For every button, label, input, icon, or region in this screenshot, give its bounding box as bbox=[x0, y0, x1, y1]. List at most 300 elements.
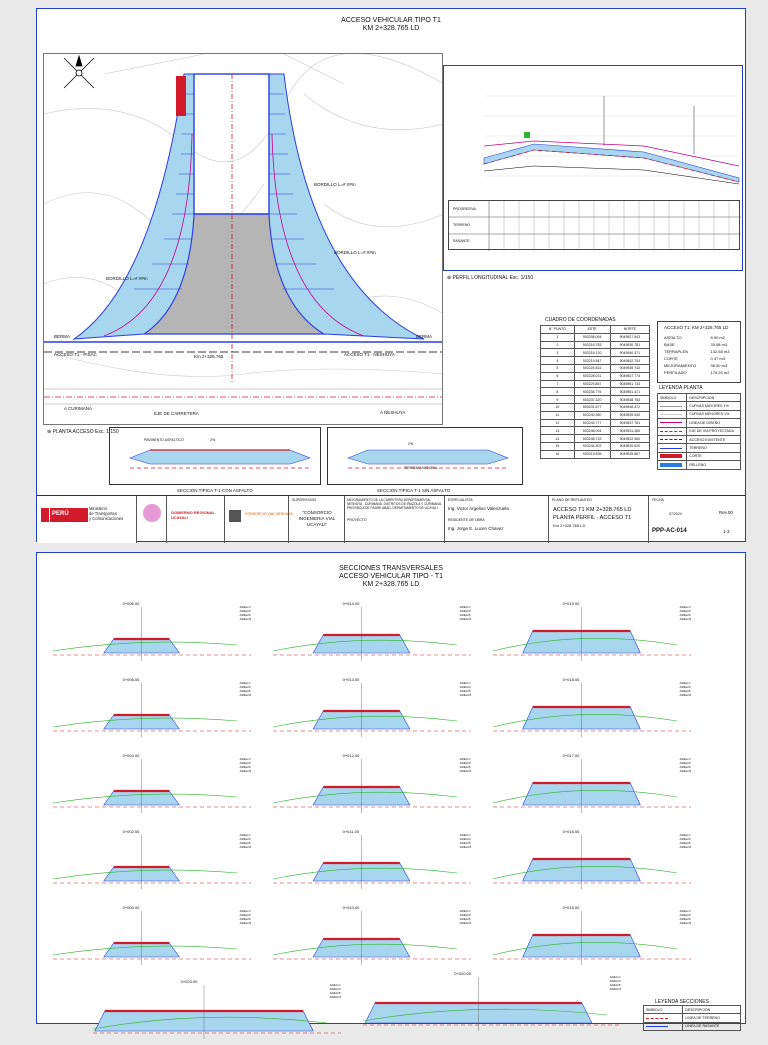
coords-cell: 503246.094 bbox=[574, 427, 610, 435]
quantity-row bbox=[662, 362, 738, 369]
sheet-subtitle: KM 2+328.765 LD bbox=[362, 25, 420, 32]
section-area-label: AREA R bbox=[239, 761, 251, 765]
section-area-label: AREA C bbox=[609, 975, 621, 979]
section-area-label: AREA C bbox=[239, 833, 251, 837]
coords-cell: 9049542.704 bbox=[610, 357, 649, 365]
quantity-row bbox=[662, 369, 738, 376]
section-area-label: AREA C bbox=[459, 681, 471, 685]
coords-table bbox=[540, 325, 650, 459]
section-drawing bbox=[267, 905, 477, 971]
section-area-label: AREA R bbox=[679, 761, 691, 765]
sections-km: KM 2+328.765 LD bbox=[362, 581, 420, 588]
coords-cell: 9049530.781 bbox=[610, 341, 649, 349]
ministry-name: Ministerio de Transportes y Comunicaciones bbox=[89, 506, 124, 521]
section-area-label: AREA C bbox=[679, 605, 691, 609]
drawing-sheet-sections bbox=[36, 552, 746, 1029]
legend-row bbox=[658, 461, 741, 469]
coords-row bbox=[541, 380, 650, 388]
section-station: 0+016.00 bbox=[562, 829, 580, 834]
coords-header: N° PUNTO bbox=[541, 326, 575, 334]
section-area-label: AREA M bbox=[239, 845, 251, 849]
legend-description: ACCESO EXISTENTE bbox=[687, 435, 741, 443]
legend-swatch bbox=[660, 454, 682, 458]
project-label: PROYECTO bbox=[347, 518, 367, 522]
section-area-label: AREA C bbox=[679, 833, 691, 837]
legend-row bbox=[658, 410, 741, 418]
plan-title-lines: ACCESO T1 KM 2+328.765 LD PLANTA PERFIL - ACCESO T1 Km 2+328.765 LD bbox=[553, 507, 632, 528]
coords-cell: 4 bbox=[541, 357, 575, 365]
quantity-row bbox=[662, 334, 738, 341]
coords-row bbox=[541, 357, 650, 365]
section-area-label: AREA M bbox=[329, 995, 341, 999]
label-to-neshuya: A NESHUYA bbox=[380, 410, 406, 415]
section-area-label: AREA R bbox=[609, 979, 621, 983]
section-drawing bbox=[47, 829, 257, 895]
legend-swatch bbox=[660, 448, 682, 449]
section-station: 0+017.00 bbox=[562, 753, 580, 758]
north-arrow-icon bbox=[64, 56, 94, 88]
cross-section bbox=[487, 905, 697, 971]
coords-row bbox=[541, 450, 650, 458]
drawing-sheet-plan bbox=[36, 8, 746, 542]
coords-cell: 503237.320 bbox=[574, 396, 610, 404]
section-area-label: AREA M bbox=[459, 693, 471, 697]
coords-cell: 9049548.753 bbox=[610, 396, 649, 404]
coords-row bbox=[541, 341, 650, 349]
label-berma-right: BERMA bbox=[416, 334, 433, 339]
section-area-label: AREA B bbox=[609, 983, 621, 987]
label-to-curimana: A CURIMANA bbox=[64, 406, 93, 411]
coords-row bbox=[541, 396, 650, 404]
coords-cell: 503228.031 bbox=[574, 372, 610, 380]
region-logo-1 bbox=[137, 496, 167, 543]
legend-symbol bbox=[658, 452, 687, 460]
coords-row bbox=[541, 364, 650, 372]
plan-view bbox=[43, 53, 443, 425]
spec-name: Ing. Victor Argelino Valenzuela bbox=[448, 506, 509, 511]
section-area-label: AREA C bbox=[679, 681, 691, 685]
coords-row bbox=[541, 442, 650, 450]
legend-row bbox=[658, 427, 741, 435]
profile-table bbox=[448, 200, 740, 250]
spec-label: ESPECIALISTA bbox=[448, 498, 473, 502]
label-acceso-km: Km 2+328.765 bbox=[194, 354, 224, 359]
cross-section bbox=[357, 971, 627, 1037]
revision: Rev.00 bbox=[719, 510, 733, 515]
section-drawing bbox=[47, 677, 257, 743]
section-area-label: AREA R bbox=[679, 837, 691, 841]
legend-row bbox=[658, 444, 741, 452]
supervision-name: "CONSORCIO INGENIERIA VIAL UCAYALI" bbox=[298, 510, 336, 527]
project-cell bbox=[345, 496, 445, 543]
coords-row bbox=[541, 388, 650, 396]
legend-row bbox=[658, 419, 741, 427]
section-area-label: AREA M bbox=[609, 987, 621, 991]
legend-planta-table bbox=[657, 393, 741, 470]
section-area-label: AREA M bbox=[679, 845, 691, 849]
supervision-label: SUPERVISION bbox=[292, 498, 316, 502]
section-station: 0+000.00 bbox=[122, 905, 140, 910]
section-area-label: AREA C bbox=[239, 909, 251, 913]
section-station: 0+014.00 bbox=[342, 601, 360, 606]
section-area-label: AREA B bbox=[239, 917, 251, 921]
section-area-label: AREA R bbox=[679, 609, 691, 613]
ts2-slope: 2% bbox=[408, 442, 414, 446]
coords-row bbox=[541, 419, 650, 427]
section-area-label: AREA R bbox=[459, 913, 471, 917]
section-area-label: AREA R bbox=[329, 987, 341, 991]
profile-table-grid bbox=[449, 201, 741, 251]
label-acceso-left: ACCESO T1 - PISAC bbox=[54, 352, 97, 357]
cross-section bbox=[87, 979, 347, 1045]
legend-planta-title: LEYENDA PLANTA bbox=[659, 385, 703, 391]
cross-section bbox=[487, 677, 697, 743]
quantity-value: 38.50 m3 bbox=[710, 363, 728, 368]
peru-badge: PERÚ bbox=[50, 508, 88, 522]
plan-title-cell bbox=[549, 496, 649, 543]
coords-row bbox=[541, 349, 650, 357]
section-area-label: AREA B bbox=[239, 765, 251, 769]
section-drawing bbox=[487, 677, 697, 743]
ts1-label-left: PAVIMENTO ASFALTICO bbox=[144, 438, 184, 442]
section-station: 0+006.00 bbox=[122, 677, 140, 682]
cross-section bbox=[267, 753, 477, 819]
coords-cell: 9049537.781 bbox=[610, 419, 649, 427]
section-area-label: AREA C bbox=[459, 757, 471, 761]
legend-description: TERRENO bbox=[687, 444, 741, 452]
legend-header-desc: DESCRIPCION bbox=[687, 394, 741, 402]
section-station: 0+002.00 bbox=[122, 829, 140, 834]
section-station: 0+020.00 bbox=[180, 979, 198, 984]
sheet-code: PPP-AC-014 bbox=[652, 528, 687, 534]
legend2-header-desc: DESCRIPCION bbox=[683, 1006, 741, 1014]
profile-row-terreno: TERRENO bbox=[453, 223, 471, 227]
section-area-label: AREA B bbox=[679, 917, 691, 921]
coords-cell: 9049547.774 bbox=[610, 372, 649, 380]
section-drawing bbox=[487, 753, 697, 819]
section-area-label: AREA R bbox=[459, 685, 471, 689]
section-area-label: AREA C bbox=[459, 605, 471, 609]
coords-cell: 12 bbox=[541, 419, 575, 427]
cross-section bbox=[47, 753, 257, 819]
staff-cell bbox=[445, 496, 549, 543]
section-drawing bbox=[487, 829, 697, 895]
legend2-row-rasante: LINEA DE RASANTE bbox=[644, 1022, 741, 1030]
sheet-page: 1-3 bbox=[723, 529, 730, 534]
cross-section bbox=[47, 905, 257, 971]
cross-section bbox=[487, 829, 697, 895]
section-area-label: AREA M bbox=[459, 617, 471, 621]
coords-row bbox=[541, 427, 650, 435]
coords-cell: 503240.350 bbox=[574, 411, 610, 419]
section-area-label: AREA B bbox=[459, 613, 471, 617]
coords-cell: 503216.120 bbox=[574, 349, 610, 357]
coords-cell: 503234.776 bbox=[574, 388, 610, 396]
quantity-value: 175.25 m2 bbox=[710, 370, 730, 375]
quantity-value: 8.90 m2 bbox=[710, 335, 725, 340]
section-area-label: AREA C bbox=[329, 983, 341, 987]
quantity-item: PERFILADO bbox=[664, 370, 687, 375]
legend-description: EJE DE VIA PROYECTADA bbox=[687, 427, 741, 435]
legend-description: LINEA DE DISEÑO bbox=[687, 419, 741, 427]
project-text: MEJORAMIENTO DE LA CARRETERA DEPARTAMENTAL NESHUYA - CURIMANÁ, DISTRITOS DE IRAZOLA Y CURIMANÁ, PROVINCIA DE PADRE ABAD, DEPARTAMENTO DE UCAYALI bbox=[347, 498, 442, 510]
cross-section bbox=[267, 905, 477, 971]
section-station: 0+012.00 bbox=[342, 753, 360, 758]
section-station: 0+020.00 bbox=[454, 971, 471, 976]
coords-cell: 9049546.472 bbox=[610, 403, 649, 411]
ts1-drawing bbox=[110, 428, 322, 486]
label-bordillo-2: BORDILLO L=#.##m bbox=[334, 250, 376, 255]
section-area-label: AREA B bbox=[679, 689, 691, 693]
section-drawing bbox=[267, 829, 477, 895]
label-acceso-right: ACCESO T1 - NESHUYA bbox=[344, 352, 395, 357]
sections-subtitle: ACCESO VEHICULAR TIPO - T1 bbox=[339, 573, 443, 580]
quantity-value: 33.98 m3 bbox=[710, 342, 728, 347]
section-station: 0+011.00 bbox=[342, 829, 360, 834]
coords-cell: 9049539.940 bbox=[610, 411, 649, 419]
section-station: 0+013.00 bbox=[342, 677, 360, 682]
coords-cell: 503248.733 bbox=[574, 435, 610, 443]
section-area-label: AREA M bbox=[679, 693, 691, 697]
gov-name: GOBIERNO REGIONAL UCAYALI bbox=[171, 510, 215, 520]
section-area-label: AREA R bbox=[459, 609, 471, 613]
ts2-caption: SECCION TIPICA T-1 SIN ASFALTO bbox=[377, 488, 451, 493]
section-area-label: AREA R bbox=[239, 837, 251, 841]
sheet-title: ACCESO VEHICULAR TIPO T1 bbox=[341, 17, 441, 24]
section-area-label: AREA B bbox=[679, 841, 691, 845]
coords-row bbox=[541, 435, 650, 443]
section-area-label: AREA B bbox=[239, 841, 251, 845]
coords-cell: 503219.836 bbox=[574, 450, 610, 458]
coords-header: ESTE bbox=[574, 326, 610, 334]
legend-swatch bbox=[660, 431, 682, 432]
section-area-label: AREA R bbox=[679, 685, 691, 689]
coords-header: NORTE bbox=[610, 326, 649, 334]
section-area-label: AREA C bbox=[679, 909, 691, 913]
legend-header-symbol: SIMBOLO bbox=[658, 394, 687, 402]
section-drawing bbox=[487, 601, 697, 667]
coords-cell: 8 bbox=[541, 388, 575, 396]
cross-section bbox=[267, 601, 477, 667]
quantity-row bbox=[662, 341, 738, 348]
code-cell bbox=[649, 496, 747, 543]
quantity-item: TERRAPLEN bbox=[664, 349, 689, 354]
quantity-row bbox=[662, 355, 738, 362]
label-axis: EJE DE CARRETERA bbox=[154, 411, 199, 416]
section-area-label: AREA M bbox=[679, 769, 691, 773]
section-area-label: AREA R bbox=[239, 913, 251, 917]
legend-symbol bbox=[658, 444, 687, 452]
coords-cell: 503224.522 bbox=[574, 364, 610, 372]
section-drawing bbox=[357, 971, 627, 1037]
resident-name: Ing. Jorge E. Lucen Chavez bbox=[448, 526, 504, 531]
ministry-logo bbox=[37, 496, 137, 543]
section-area-label: AREA B bbox=[459, 689, 471, 693]
section-area-label: AREA B bbox=[679, 613, 691, 617]
quantities-box bbox=[657, 321, 741, 383]
coords-cell: 10 bbox=[541, 403, 575, 411]
resident-label: RESIDENTE DE OBRA bbox=[448, 518, 485, 522]
section-area-label: AREA M bbox=[459, 921, 471, 925]
coords-cell: 3 bbox=[541, 349, 575, 357]
section-area-label: AREA M bbox=[239, 921, 251, 925]
coords-cell: 9049551.733 bbox=[610, 380, 649, 388]
section-station: 0+010.00 bbox=[342, 905, 360, 910]
coords-cell: 1 bbox=[541, 333, 575, 341]
date-value: 07/2024 bbox=[669, 512, 682, 516]
profile-row-progresiva: PROGRESIVA bbox=[453, 207, 476, 211]
ts1-caption: SECCION TIPICA T-1 CON ASFALTO bbox=[177, 488, 253, 493]
section-drawing bbox=[47, 905, 257, 971]
section-area-label: AREA M bbox=[459, 845, 471, 849]
section-area-label: AREA R bbox=[459, 761, 471, 765]
quantities-title: ACCESO T1: KM 2+328.765 LD bbox=[664, 325, 729, 330]
coords-row bbox=[541, 372, 650, 380]
quantity-item: CORTE bbox=[664, 356, 678, 361]
quantities-table bbox=[662, 334, 738, 376]
section-drawing bbox=[487, 905, 697, 971]
legend-row bbox=[658, 435, 741, 443]
coords-cell: 16 bbox=[541, 450, 575, 458]
coords-cell: 9049551.471 bbox=[610, 388, 649, 396]
section-station: 0+018.00 bbox=[562, 677, 580, 682]
section-drawing bbox=[267, 753, 477, 819]
ts2-drawing bbox=[328, 428, 524, 486]
legend-description: RELLENO bbox=[687, 461, 741, 469]
sections-title: SECCIONES TRANSVERSALES bbox=[339, 565, 443, 572]
legend-row bbox=[658, 402, 741, 410]
section-area-label: AREA M bbox=[239, 769, 251, 773]
legend2-row-terreno: LINEA DE TERRENO bbox=[644, 1014, 741, 1022]
section-area-label: AREA C bbox=[679, 757, 691, 761]
profile-view bbox=[443, 65, 743, 271]
legend2-header-symbol: SIMBOLO bbox=[644, 1006, 683, 1014]
cross-section bbox=[47, 829, 257, 895]
date-label: FECHA bbox=[652, 498, 664, 502]
legend-sections-title: LEYENDA SECCIONES bbox=[655, 999, 709, 1005]
cross-section bbox=[47, 601, 257, 667]
coords-row bbox=[541, 333, 650, 341]
coords-title: CUADRO DE COORDENADAS bbox=[545, 317, 616, 323]
coords-cell: 503244.302 bbox=[574, 442, 610, 450]
gov-logo bbox=[167, 496, 225, 543]
legend-symbol bbox=[658, 419, 687, 427]
coords-cell: 503229.867 bbox=[574, 380, 610, 388]
quantity-value: 132.58 m3 bbox=[710, 349, 730, 354]
section-area-label: AREA B bbox=[459, 765, 471, 769]
coords-cell: 6 bbox=[541, 372, 575, 380]
section-area-label: AREA C bbox=[239, 605, 251, 609]
legend-swatch bbox=[660, 414, 682, 415]
section-area-label: AREA R bbox=[459, 837, 471, 841]
coords-cell: 13 bbox=[541, 427, 575, 435]
section-area-label: AREA M bbox=[459, 769, 471, 773]
coords-cell: 7 bbox=[541, 380, 575, 388]
legend-swatch bbox=[660, 406, 682, 407]
legend-symbol bbox=[658, 461, 687, 469]
coords-cell: 11 bbox=[541, 411, 575, 419]
section-area-label: AREA M bbox=[679, 617, 691, 621]
legend-description: CURVAS MAYORES 1% bbox=[687, 402, 741, 410]
section-drawing bbox=[47, 601, 257, 667]
consortium-logo bbox=[225, 496, 293, 543]
coords-cell: 9049531.260 bbox=[610, 427, 649, 435]
cross-section bbox=[487, 753, 697, 819]
section-area-label: AREA M bbox=[239, 693, 251, 697]
ts2-label-mid: TERRENO NATURAL bbox=[404, 466, 439, 470]
section-drawing bbox=[267, 677, 477, 743]
coords-cell: 9049545.742 bbox=[610, 364, 649, 372]
typical-section-1 bbox=[109, 427, 321, 485]
coords-cell: 9049525.867 bbox=[610, 450, 649, 458]
supervision-cell bbox=[289, 496, 345, 543]
section-station: 0+015.00 bbox=[562, 905, 580, 910]
title-block bbox=[37, 495, 745, 543]
section-area-label: AREA M bbox=[239, 617, 251, 621]
legend-swatch bbox=[660, 463, 682, 467]
plan-label: PLANO DE REPLANTEO bbox=[552, 498, 592, 502]
coords-cell: 5 bbox=[541, 364, 575, 372]
coords-cell: 503216.783 bbox=[574, 341, 610, 349]
cross-section bbox=[267, 677, 477, 743]
profile-row-rasante: RASANTE bbox=[453, 239, 470, 243]
legend-symbol bbox=[658, 435, 687, 443]
coords-cell: 2 bbox=[541, 341, 575, 349]
section-area-label: AREA B bbox=[239, 689, 251, 693]
section-station: 0+004.00 bbox=[122, 753, 140, 758]
legend-row bbox=[658, 452, 741, 460]
section-drawing bbox=[267, 601, 477, 667]
legend-symbol bbox=[658, 402, 687, 410]
section-area-label: AREA C bbox=[239, 681, 251, 685]
cross-section bbox=[267, 829, 477, 895]
legend-symbol bbox=[658, 427, 687, 435]
section-station: 0+019.00 bbox=[562, 601, 580, 606]
label-berma-left: BERMA bbox=[54, 334, 71, 339]
plan-drawing bbox=[44, 54, 443, 425]
section-area-label: AREA R bbox=[679, 913, 691, 917]
legend-symbol bbox=[658, 410, 687, 418]
coords-cell: 503208.094 bbox=[574, 333, 610, 341]
coords-cell: 503219.547 bbox=[574, 357, 610, 365]
quantity-item: MEJORAMIENTO bbox=[664, 363, 697, 368]
section-area-label: AREA C bbox=[459, 909, 471, 913]
quantity-row bbox=[662, 348, 738, 355]
coords-row bbox=[541, 403, 650, 411]
legend-description: CURVAS MENORES 1% bbox=[687, 410, 741, 418]
section-area-label: AREA C bbox=[239, 757, 251, 761]
label-bordillo-3: BORDILLO L=#.##m bbox=[106, 276, 148, 281]
coords-cell: 503231.677 bbox=[574, 403, 610, 411]
ts1-slope: 2% bbox=[210, 438, 216, 442]
section-drawing bbox=[47, 753, 257, 819]
section-station: 0+006.00 bbox=[122, 601, 140, 606]
quantity-item: BASE bbox=[664, 342, 675, 347]
section-area-label: AREA B bbox=[679, 765, 691, 769]
legend-swatch bbox=[660, 439, 682, 440]
profile-caption: ⊕ PERFIL LONGITUDINAL Esc. 1/150 bbox=[447, 275, 534, 281]
coords-cell: 9049540.371 bbox=[610, 349, 649, 357]
legend-description: CORTE bbox=[687, 452, 741, 460]
legend-sections-table bbox=[643, 1005, 741, 1031]
section-area-label: AREA B bbox=[459, 841, 471, 845]
coords-cell: 9 bbox=[541, 396, 575, 404]
section-area-label: AREA B bbox=[239, 613, 251, 617]
coords-cell: 9049520.620 bbox=[610, 442, 649, 450]
coords-cell: 9049522.960 bbox=[610, 435, 649, 443]
section-area-label: AREA B bbox=[329, 991, 341, 995]
coords-cell: 14 bbox=[541, 435, 575, 443]
